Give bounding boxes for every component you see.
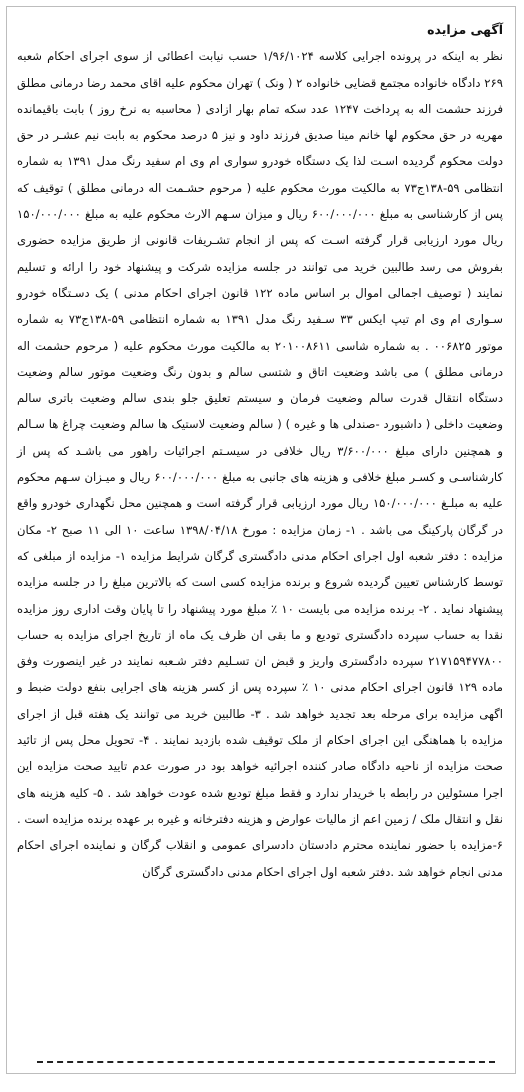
cut-line-divider xyxy=(37,1061,495,1063)
notice-title: آگهی مزایده xyxy=(427,22,503,37)
auction-notice xyxy=(6,6,516,1074)
notice-body: نظر به اینکه در پرونده اجرایی کلاسه ۱/۹۶/۱۰۲۴ حسب نیابت اعطائی از سوی اجرای احکام شعبه ۲۶۹ دادگاه خانواده مجتمع قضایی خانواده ۲ ( ونک ) تهران محکوم علیه اقای محمد رضا درمانی مطلق فرزند حشمت اله به پرداخت ۱۲۴۷ عدد سکه تمام بهار ازادی ( محاسبه به نرخ روز ) بابت باقیمانده مهریه در حق محکوم لها خانم مینا صدیق فرزند داود و نیز ۵ درصد محکوم به بابت نیم عشـر در حق دولت محکوم گردیده اسـت لذا یک دستگاه خودرو سواری ام وی ام سفید رنگ مدل ۱۳۹۱ به شماره انتظامی ۵۹-۱۳۸ج۷۳ به مالکیت مورث محکوم علیه ( مرحوم حشـمت اله درمانی مطلق ) توقیف که پس از کارشناسی به مبلغ ۶۰۰/۰۰۰/۰۰۰ ریال و میزان سـهم الارث محکوم علیه به مبلغ ۱۵۰/۰۰۰/۰۰۰ ریال مورد ارزیابی قرار گرفته اسـت که پس از انجام تشـریفات قانونی از طریق مزایده حضوری بفروش می رسد طالبین خرید می توانند در جلسه مزایده شرکت و پیشنهاد خود را ارائه و تسلیم نمایند ( توصیف اجمالی اموال بر اساس ماده ۱۲۲ قانون اجرای احکام مدنی ) یک دسـتگاه خودرو سـواری ام وی ام تیپ ایکس ۳۳ سـفید رنگ مدل ۱۳۹۱ به شماره انتظامی ۵۹-۱۳۸ج۷۳ به شماره موتور ۰۰۶۸۲۵ . به شماره شاسی ۲۰۱۰۰۸۶۱۱ به مالکیت مورث محکوم علیه ( مرحوم حشمت اله درمانی مطلق ) می باشد وضعیت اتاق و شتسی سالم و بدون رنگ وضعیت موتور سالم وضعیت دستگاه انتقال قدرت سالم وضعیت فرمان و سیستم تعلیق جلو بندی سالم وضعیت باتری سالم وضعیت داخلی ( داشبورد -صندلی ها و غیره ) ( سالم وضعیت لاستیک ها سالم وضعیت چراغ ها سـالم و همچنین دارای مبلغ ۳/۶۰۰/۰۰۰ ریال خلافی در سیسـتم اجرائیات راهور می باشـد که پس از کارشناسـی و کسـر مبلغ خلافی و هزینه های جانبی به مبلغ ۶۰۰/۰۰۰/۰۰۰ ریال و میـزان سـهم محکوم علیه به مبلـغ ۱۵۰/۰۰۰/۰۰۰ ریال مورد ارزیابی قرار گرفته است و همچنین محل نگهداری خودرو واقع در گرگان پارکینگ می باشد . ۱- زمان مزایده : مورخ ۱۳۹۸/۰۴/۱۸ ساعت ۱۰ الی ۱۱ صبح ۲- مکان مزایده : دفتر شعبه اول اجرای احکام مدنی دادگستری گرگان شرایط مزایده ۱- مزایده از مبلغی که توسط کارشناس تعیین گردیده شروع و برنده مزایده کسی است که بالاترین مبلغ را در جلسه مزایده پیشنهاد نماید . ۲- برنده مزایده می بایست ۱۰ ٪ مبلغ مورد پیشنهاد را تا پایان وقت اداری روز مزایده نقدا به حساب سپرده دادگستری تودیع و ما بقی ان ظرف یک ماه از تاریخ اجرای مزایده به حساب ۲۱۷۱۵۹۴۷۷۸۰۰ سپرده دادگستری واریز و قبض ان تسـلیم دفتر شـعبه نمایند در غیر اینصورت وفق ماده ۱۲۹ قانون اجرای احکام مدنی ۱۰ ٪ سپرده پس از کسر هزینه های اجرایی بنفع دولت ضبط و اگهی مزایده برای مرحله بعد تجدید خواهد شد . ۳- طالبین خرید می توانند یک هفته قبل از اجرای مزایده با هماهنگی این اجرای احکام از ملک توقیف شده بازدید نمایند . ۴- تحویل محل پس از تائید صحت مزایده از ناحیه دادگاه صادر کننده اجرائیه خواهد بود در صورت عدم تایید صحت مزایده این اجرا مسئولین در رابطه با خریدار ندارد و فقط مبلغ تودیع شده عودت خواهد شد . ۵- کلیه هزینه های نقل و انتقال ملک / زمین اعم از مالیات عوارض و هزینه دفترخانه و غیره بر عهده برنده مزایده است . ۶-مزایده با حضور نماینده محترم دادستان دادسرای عمومی و انقلاب گرگان و نماینده اجرای احکام مدنی انجام خواهد شد .دفتر شعبه اول اجرای احکام مدنی دادگستری گرگان xyxy=(17,49,504,879)
